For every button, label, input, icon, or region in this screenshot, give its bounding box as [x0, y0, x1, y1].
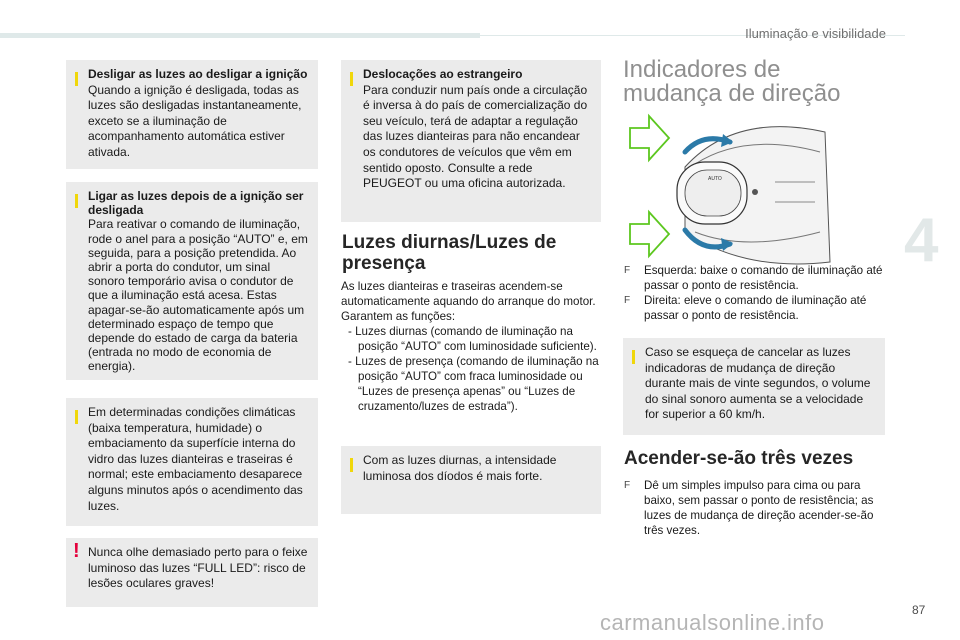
warning-box — [66, 538, 318, 607]
warning-icon: ! — [73, 540, 80, 562]
heading-daytime-lights: Luzes diurnas/Luzes de presença — [342, 232, 557, 274]
box-title: Desligar as luzes ao desligar a ignição — [88, 67, 308, 81]
box-title: Ligar as luzes depois de a ignição ser desligada — [88, 189, 304, 218]
heading-three-flashes: Acender-se-ão três vezes — [624, 448, 854, 469]
box-title: Deslocações ao estrangeiro — [363, 67, 523, 81]
header-bar — [0, 33, 480, 38]
page-title: Indicadores de mudança de direção — [623, 56, 841, 107]
bullet-icon: F — [624, 295, 631, 306]
box-travel-abroad — [341, 60, 601, 222]
arrow-up-icon — [630, 116, 669, 160]
intro-text: As luzes dianteiras e traseiras acendem-se automaticamente aquando do arranque do motor. Garantem as funções: — [341, 280, 596, 323]
box-condensation — [66, 398, 318, 526]
list-item: F Direita: eleve o comando de iluminação até passar o ponto de resistência. — [624, 294, 867, 322]
section-title: Iluminação e visibilidade — [745, 26, 886, 41]
list-item: F Esquerda: baixe o comando de iluminação até passar o ponto de resistência. — [624, 264, 883, 292]
box-text: Em determinadas condições climáticas (baixa temperatura, humidade) o embaciamento da superfície interna do vidro das luzes dianteiras e traseiras é normal; este embaciamento desaparece alguns minutos após o acendimento das luzes. — [88, 405, 303, 513]
list-item: - Luzes de presença (comando de iluminação na posição “AUTO” com fraca luminosidade ou “Luzes de presença apenas” ou “Luzes de cruzamento/luzes de estrada”). — [348, 355, 599, 413]
box-daytime-intensity — [341, 446, 601, 514]
box-lights-after-ignition — [66, 182, 318, 380]
list-item: - Luzes diurnas (comando de iluminação na posição “AUTO” com luminosidade suficiente). — [348, 325, 597, 353]
box-text: Caso se esqueça de cancelar as luzes indicadoras de mudança de direção durante mais de vinte segundos, o volume do sinal sonoro aumenta se a velocidade for superior a 60 km/h. — [645, 345, 871, 422]
box-text: Para conduzir num país onde a circulação é inversa à do país de comercialização do seu veículo, terá de adaptar a regulação das luzes dianteiras para não encandear os condutores de veículos que vêm em sentido oposto. Consulte a rede PEUGEOT ou uma oficina autorizada. — [363, 82, 588, 191]
page-number: 87 — [912, 603, 926, 617]
box-text: Nunca olhe demasiado perto para o feixe luminoso das luzes “FULL LED”: risco de lesões oculares graves! — [88, 545, 308, 591]
three-flashes-text — [624, 478, 886, 538]
chapter-number: 4 — [904, 206, 939, 275]
bullet-icon: F — [624, 480, 631, 491]
daytime-lights-text — [341, 279, 603, 414]
lighting-stalk-illustration — [625, 112, 840, 270]
box-text: Com as luzes diurnas, a intensidade luminosa dos díodos é mais forte. — [363, 453, 557, 483]
auto-label: AUTO — [708, 176, 722, 182]
bullet-icon: F — [624, 265, 631, 276]
turn-signal-bullets — [624, 263, 886, 323]
box-turn-signal-reminder — [623, 338, 885, 435]
arrow-down-icon — [630, 212, 669, 256]
list-item: F Dê um simples impulso para cima ou para baixo, sem passar o ponto de resistência; as luzes de mudança de direção acender-se-ão três vezes. — [624, 479, 874, 537]
box-text: Para reativar o comando de iluminação, rode o anel para a posição “AUTO” e, em seguida, para a posição pretendida. Ao abrir a porta do condutor, um sinal sonoro temporário avisa o condutor de que a iluminação está acesa. Estas apagar-se-ão automaticamente após um determinado espaço de tempo que depende do estado de carga da bateria (entrada no modo de economia de energia). — [88, 217, 308, 374]
box-text: Quando a ignição é desligada, todas as luzes são desligadas instantaneamente, exceto se a iluminação de acompanhamento automática estiver ativada. — [88, 82, 302, 159]
box-lights-off — [66, 60, 318, 169]
watermark: carmanualsonline.info — [600, 610, 825, 635]
